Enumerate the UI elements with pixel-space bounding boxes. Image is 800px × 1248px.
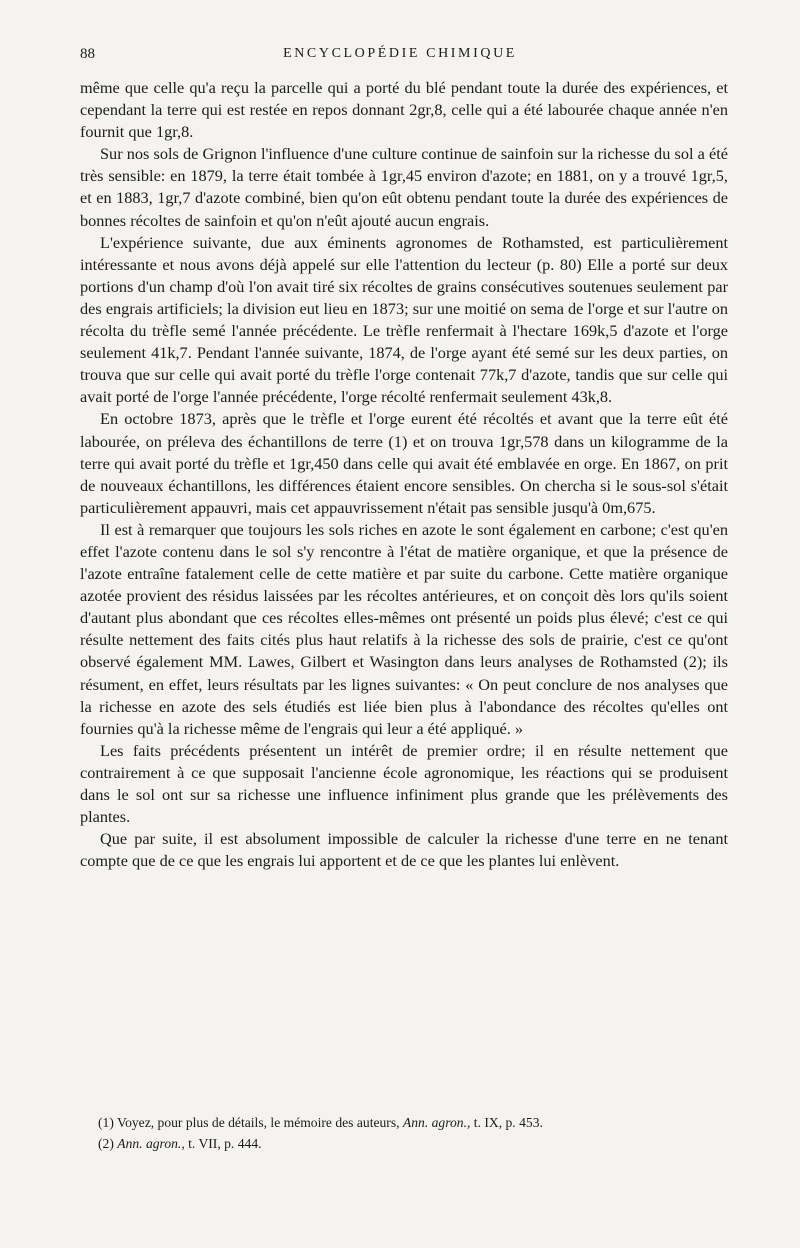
- page-header: [80, 46, 720, 68]
- paragraph: Les faits précédents présentent un intérêt de premier ordre; il en résulte nettement que contrairement à ce que supposait l'ancienne école agronomique, les réactions qui se produisent dans le sol ont sur sa richesse une influence infiniment plus grande que les prélèvements des plantes.: [80, 740, 728, 827]
- paragraph: Sur nos sols de Grignon l'influence d'une culture continue de sainfoin sur la richesse du sol a été très sensible: en 1879, la terre était tombée à 1gr,45 environ d'azote; en 1881, on y a trouvé 1gr,5, et en 1883, 1gr,7 d'azote combiné, bien qu'on eût obtenu pendant toute la durée des expériences de bonnes récoltes de sainfoin et qu'on n'eût ajouté aucun engrais.: [80, 144, 728, 230]
- body-text: [80, 77, 728, 872]
- footnote: [80, 1112, 728, 1133]
- footnote-ref: , t. VII, p. 444.: [181, 1136, 262, 1151]
- footnote-source: Ann. agron.: [117, 1136, 182, 1151]
- paragraph: Il est à remarquer que toujours les sols riches en azote le sont également en carbone; c'est qu'en effet l'azote contenu dans le sol s'y rencontre à l'état de matière organique, et que la présence de l'azote entraîne fatalement celle de cette matière et par suite du carbone. Cette matière organique azotée provient des résidus laissées par les récoltes antérieures, et on conçoit dès lors qu'ils soient d'autant plus abondant que ces récoltes elles-mêmes ont présenté un poids plus élevé; c'est ce qui résulte nettement des faits cités plus haut relatifs à la richesse des sols de prairie, c'est ce qu'ont observé également MM. Lawes, Gilbert et Wasington dans leurs analyses de Rothamsted (2); ils résument, en effet, leurs résultats par les lignes suivantes: « On peut conclure de nos analyses que la richesse en azote des sels étudiés est liée bien plus à l'abondance des récoltes qu'elles ont fournies qu'à la richesse même de l'engrais qui leur a été appliqué. »: [80, 519, 728, 738]
- footnote-marker: (1): [98, 1115, 114, 1130]
- footnote: [80, 1133, 728, 1154]
- paragraph: En octobre 1873, après que le trèfle et l'orge eurent été récoltés et avant que la terre eût été labourée, on préleva des échantillons de terre (1) et on trouva 1gr,578 dans un kilogramme de la terre qui avait porté du trèfle et 1gr,450 dans celle qui avait été emblavée en orge. En 1867, on prit de nouveaux échantillons, les différences étaient encore sensibles. On chercha si le sous-sol s'était particulièrement appauvri, mais cet appauvrissement n'était pas sensible jusqu'à 0m,675.: [80, 409, 728, 517]
- paragraph: même que celle qu'a reçu la parcelle qui a porté du blé pendant toute la durée des expériences, et cependant la terre qui est restée en repos donnant 2gr,8, celle qui a été labourée chaque année n'en fournit que 1gr,8.: [80, 78, 728, 142]
- footnote-text: Voyez, pour plus de détails, le mémoire des auteurs,: [113, 1115, 403, 1130]
- paragraph: Que par suite, il est absolument impossible de calculer la richesse d'une terre en ne tenant compte que de ce que les engrais lui apportent et de ce que les plantes lui enlèvent.: [80, 829, 728, 871]
- page-number: 88: [80, 46, 95, 62]
- running-title: ENCYCLOPÉDIE CHIMIQUE: [283, 46, 517, 61]
- footnote-ref: , t. IX, p. 453.: [467, 1115, 543, 1130]
- footnote-marker: (2): [98, 1136, 114, 1151]
- footnotes: [80, 1112, 728, 1154]
- paragraph: L'expérience suivante, due aux éminents agronomes de Rothamsted, est particulièrement intéressante et nous avons déjà appelé sur elle l'attention du lecteur (p. 80) Elle a porté sur deux portions d'un champ d'où l'on avait tiré six récoltes de grains consécutives soutenues seulement par des engrais artificiels; la division eut lieu en 1873; sur une moitié on sema de l'orge et sur l'autre on récolta du trèfle semé l'année précédente. Le trèfle renfermait à l'hectare 169k,5 d'azote et l'orge seulement 41k,7. Pendant l'année suivante, 1874, de l'orge ayant été semé sur les deux parties, on trouva que sur celle qui avait porté du trèfle l'orge contenait 77k,7 d'azote, tandis que sur celle qui avait porté de l'orge l'année précédente, l'orge récolté renfermait seulement 43k,8.: [80, 232, 728, 407]
- footnote-source: Ann. agron.: [402, 1115, 467, 1130]
